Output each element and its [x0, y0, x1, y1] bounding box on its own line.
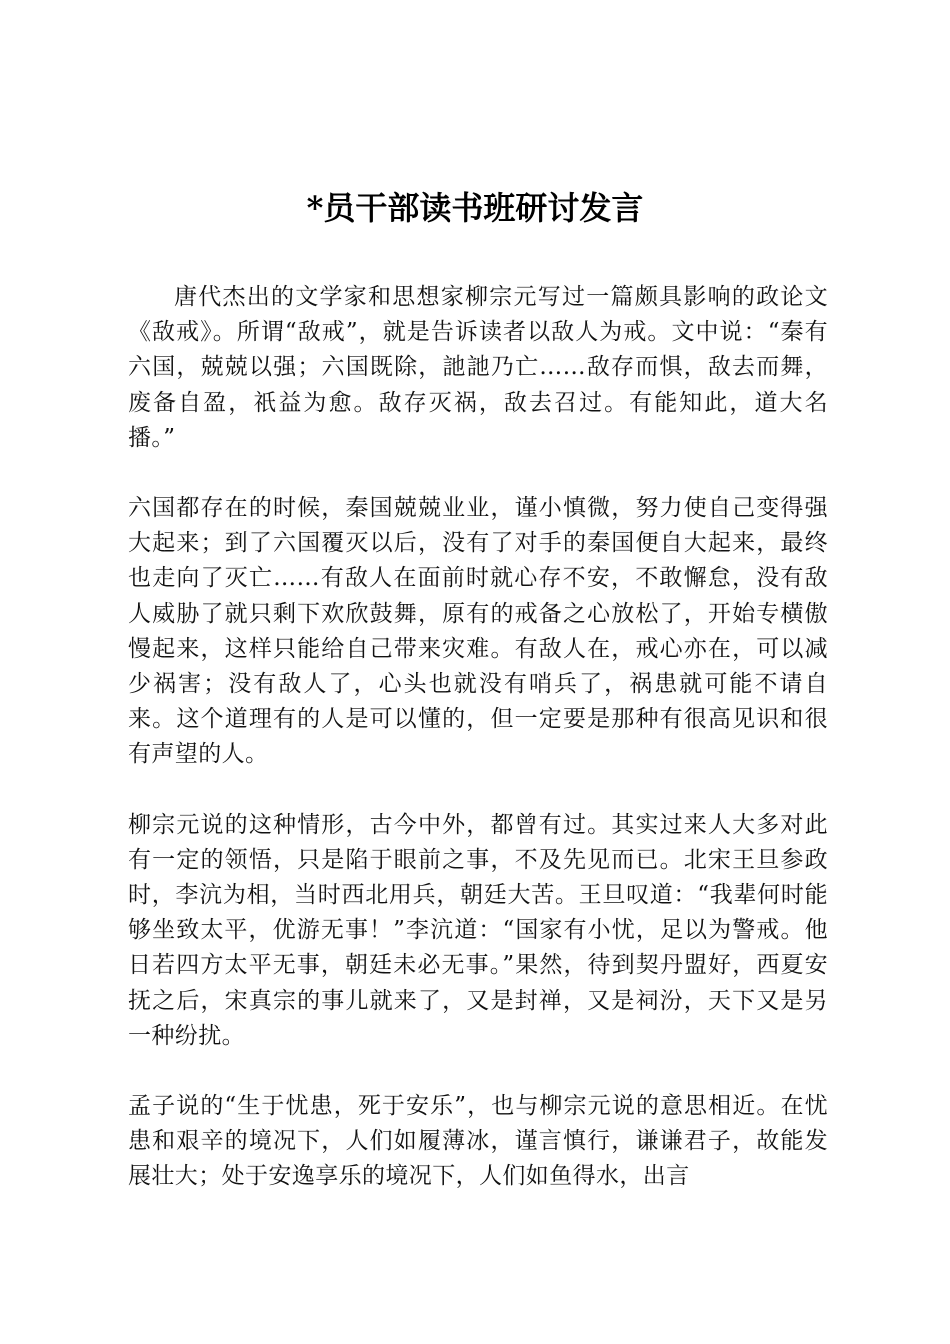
paragraph-2: 六国都存在的时候，秦国兢兢业业，谨小慎微，努力使自己变得强大起来；到了六国覆灭以后，没有了对手的秦国便自大起来，最终也走向了灭亡……有敌人在面前时就心存不安，不敢懈怠，没有敌人威胁了就只剩下欢欣鼓舞，原有的戒备之心放松了，开始专横傲慢起来，这样只能给自己带来灾难。有敌人在，戒心亦在，可以减少祸害；没有敌人了，心头也就没有哨兵了，祸患就可能不请自来。这个道理有的人是可以懂的，但一定要是那种有很高见识和很有声望的人。 [128, 495, 828, 768]
paragraph-4: 孟子说的“生于忧患，死于安乐”，也与柳宗元说的意思相近。在忧患和艰辛的境况下，人们如履薄冰，谨言慎行，谦谦君子，故能发展壮大；处于安逸享乐的境况下，人们如鱼得水，出言 [128, 1093, 828, 1190]
document-title: *员干部读书班研讨发言 [306, 189, 644, 227]
paragraph-3: 柳宗元说的这种情形，古今中外，都曾有过。其实过来人大多对此有一定的领悟，只是陷于眼前之事，不及先见而已。北宋王旦参政时，李沆为相，当时西北用兵，朝廷大苦。王旦叹道：“我辈何时能够坐致太平，优游无事！”李沆道：“国家有小忧，足以为警戒。他日若四方太平无事，朝廷未必无事。”果然，待到契丹盟好，西夏安抚之后，宋真宗的事儿就来了，又是封禅，又是祠汾，天下又是另一种纷扰。 [128, 811, 828, 1049]
document-body [128, 280, 828, 1230]
paragraph-1: 唐代杰出的文学家和思想家柳宗元写过一篇颇具影响的政论文《敌戒》。所谓“敌戒”，就是告诉读者以敌人为戒。文中说：“秦有六国，兢兢以强；六国既除，訑訑乃亡……敌存而惧，敌去而舞，废备自盈，祇益为愈。敌存灭祸，敌去召过。有能知此，道大名播。” [128, 284, 828, 451]
